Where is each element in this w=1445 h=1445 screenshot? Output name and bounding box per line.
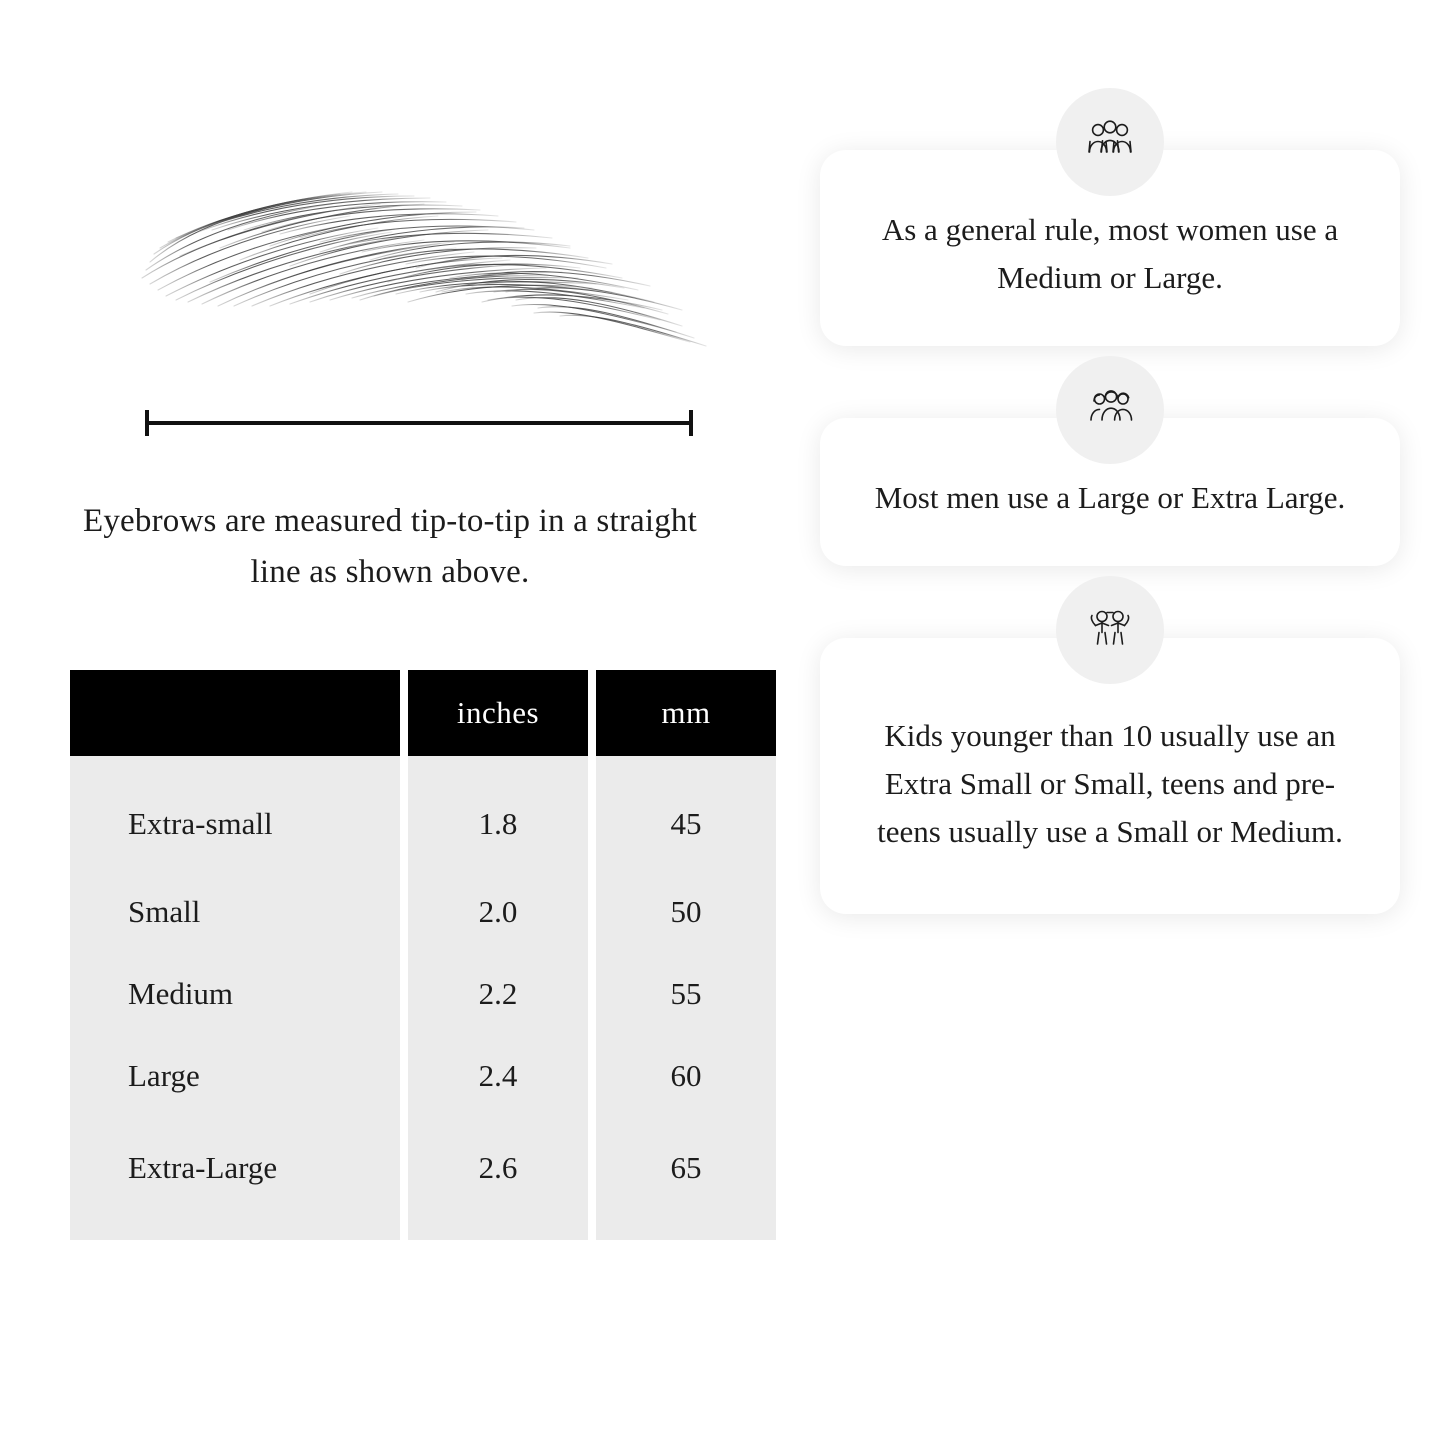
men-group-icon — [1056, 356, 1164, 464]
measurement-bar-left-cap — [145, 410, 149, 436]
row-size-name: Medium — [70, 953, 400, 1035]
row-mm-value: 55 — [596, 953, 776, 1035]
note-block-kids — [820, 638, 1400, 914]
left-column — [70, 150, 770, 1240]
table-row — [70, 1117, 776, 1240]
note-block-men — [820, 418, 1400, 566]
measurement-bar — [145, 408, 693, 438]
table-row — [70, 871, 776, 953]
row-mm-value: 50 — [596, 871, 776, 953]
row-inches-value: 2.0 — [408, 871, 588, 953]
size-table — [62, 670, 784, 1240]
row-inches-value: 1.8 — [408, 756, 588, 871]
measurement-bar-line — [145, 421, 693, 425]
measurement-bar-right-cap — [689, 410, 693, 436]
table-row — [70, 1035, 776, 1117]
header-size — [70, 670, 400, 756]
women-group-icon — [1056, 88, 1164, 196]
row-inches-value: 2.4 — [408, 1035, 588, 1117]
row-size-name: Extra-Large — [70, 1117, 400, 1240]
row-inches-value: 2.2 — [408, 953, 588, 1035]
note-text-men: Most men use a Large or Extra Large. — [874, 480, 1346, 516]
note-text-women: As a general rule, most women use a Medium or Large. — [881, 212, 1339, 296]
row-inches-value: 2.6 — [408, 1117, 588, 1240]
note-text-kids: Kids younger than 10 usually use an Extra Small or Small, teens and pre-teens usually use a Small or Medium. — [877, 718, 1343, 850]
note-block-women — [820, 150, 1400, 346]
table-header-row — [70, 670, 776, 756]
table-row — [70, 756, 776, 871]
row-size-name: Large — [70, 1035, 400, 1117]
row-mm-value: 65 — [596, 1117, 776, 1240]
header-inches: inches — [408, 670, 588, 756]
header-mm: mm — [596, 670, 776, 756]
row-size-name: Small — [70, 871, 400, 953]
eyebrow-illustration — [120, 150, 740, 400]
size-table-head — [70, 670, 776, 756]
eyebrow-hairs-svg — [120, 150, 740, 350]
table-row — [70, 953, 776, 1035]
size-table-body — [70, 756, 776, 1240]
measurement-caption: Eyebrows are measured tip-to-tip in a straight line as shown above. — [82, 503, 697, 591]
row-mm-value: 45 — [596, 756, 776, 871]
right-column — [820, 150, 1400, 986]
row-mm-value: 60 — [596, 1035, 776, 1117]
kids-group-icon — [1056, 576, 1164, 684]
row-size-name: Extra-small — [70, 756, 400, 871]
